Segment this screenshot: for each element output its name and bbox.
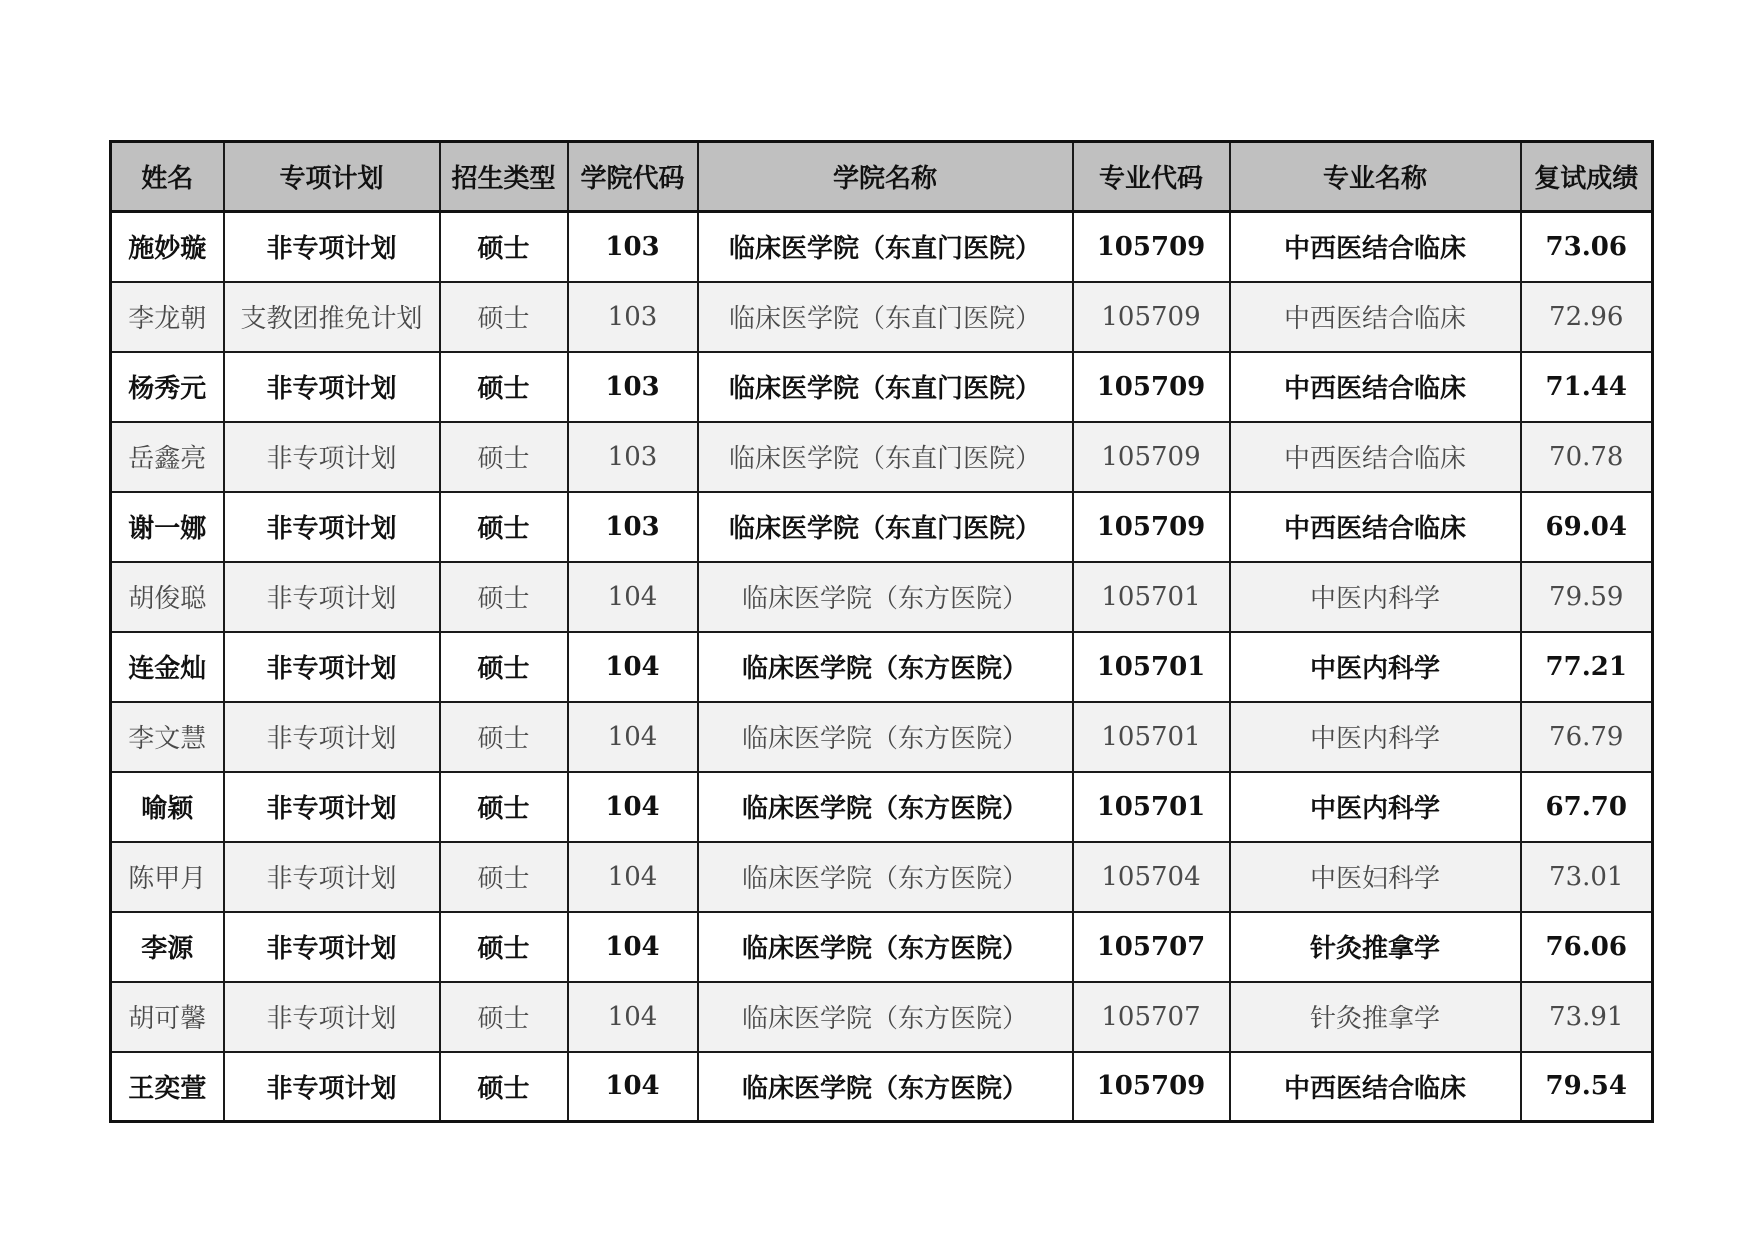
cell-college-name: 临床医学院（东直门医院）: [698, 212, 1073, 282]
cell-college-name: 临床医学院（东方医院）: [698, 1052, 1073, 1122]
cell-college-code: 104: [568, 702, 698, 772]
cell-plan: 非专项计划: [224, 632, 440, 702]
cell-type: 硕士: [440, 212, 568, 282]
cell-major-name: 中医内科学: [1230, 702, 1521, 772]
table-row: [111, 772, 1653, 842]
cell-major-code: 105709: [1073, 422, 1230, 492]
cell-type: 硕士: [440, 492, 568, 562]
cell-name: 陈甲月: [111, 842, 224, 912]
cell-plan: 非专项计划: [224, 352, 440, 422]
cell-college-code: 104: [568, 1052, 698, 1122]
table-row: [111, 982, 1653, 1052]
cell-score: 72.96: [1521, 282, 1653, 352]
cell-type: 硕士: [440, 422, 568, 492]
cell-major-name: 中医内科学: [1230, 562, 1521, 632]
cell-major-name: 中医内科学: [1230, 772, 1521, 842]
cell-major-name: 中医内科学: [1230, 632, 1521, 702]
cell-college-code: 103: [568, 282, 698, 352]
table-row: [111, 212, 1653, 282]
cell-college-code: 104: [568, 982, 698, 1052]
cell-name: 岳鑫亮: [111, 422, 224, 492]
cell-plan: 非专项计划: [224, 562, 440, 632]
cell-score: 76.06: [1521, 912, 1653, 982]
cell-score: 76.79: [1521, 702, 1653, 772]
header-college-code: 学院代码: [568, 142, 698, 212]
cell-college-code: 104: [568, 632, 698, 702]
cell-name: 连金灿: [111, 632, 224, 702]
cell-major-code: 105704: [1073, 842, 1230, 912]
cell-type: 硕士: [440, 772, 568, 842]
cell-score: 79.59: [1521, 562, 1653, 632]
header-major-name: 专业名称: [1230, 142, 1521, 212]
cell-major-code: 105709: [1073, 212, 1230, 282]
table-body: [111, 212, 1653, 1122]
cell-name: 李源: [111, 912, 224, 982]
cell-score: 73.91: [1521, 982, 1653, 1052]
table-row: [111, 912, 1653, 982]
cell-score: 69.04: [1521, 492, 1653, 562]
cell-major-code: 105701: [1073, 772, 1230, 842]
cell-major-code: 105701: [1073, 702, 1230, 772]
cell-plan: 非专项计划: [224, 842, 440, 912]
cell-college-name: 临床医学院（东方医院）: [698, 632, 1073, 702]
cell-type: 硕士: [440, 632, 568, 702]
cell-major-code: 105709: [1073, 352, 1230, 422]
header-name: 姓名: [111, 142, 224, 212]
cell-major-name: 中西医结合临床: [1230, 282, 1521, 352]
cell-college-code: 104: [568, 772, 698, 842]
cell-plan: 非专项计划: [224, 492, 440, 562]
header-college-name: 学院名称: [698, 142, 1073, 212]
cell-college-name: 临床医学院（东直门医院）: [698, 352, 1073, 422]
cell-type: 硕士: [440, 1052, 568, 1122]
cell-major-code: 105701: [1073, 632, 1230, 702]
table-row: [111, 562, 1653, 632]
table-header: [111, 142, 1653, 212]
header-major-code: 专业代码: [1073, 142, 1230, 212]
cell-type: 硕士: [440, 282, 568, 352]
cell-college-code: 104: [568, 562, 698, 632]
cell-major-code: 105701: [1073, 562, 1230, 632]
cell-major-name: 针灸推拿学: [1230, 912, 1521, 982]
cell-name: 杨秀元: [111, 352, 224, 422]
table-row: [111, 702, 1653, 772]
cell-score: 71.44: [1521, 352, 1653, 422]
table-row: [111, 1052, 1653, 1122]
table-row: [111, 422, 1653, 492]
cell-type: 硕士: [440, 912, 568, 982]
cell-major-name: 针灸推拿学: [1230, 982, 1521, 1052]
cell-type: 硕士: [440, 702, 568, 772]
cell-type: 硕士: [440, 982, 568, 1052]
admission-score-table: [109, 140, 1654, 1123]
cell-college-code: 103: [568, 212, 698, 282]
cell-college-code: 103: [568, 352, 698, 422]
cell-college-name: 临床医学院（东直门医院）: [698, 422, 1073, 492]
cell-major-code: 105709: [1073, 282, 1230, 352]
cell-college-name: 临床医学院（东方医院）: [698, 982, 1073, 1052]
cell-college-code: 103: [568, 422, 698, 492]
cell-score: 73.06: [1521, 212, 1653, 282]
cell-plan: 非专项计划: [224, 422, 440, 492]
cell-score: 70.78: [1521, 422, 1653, 492]
cell-type: 硕士: [440, 562, 568, 632]
cell-major-code: 105709: [1073, 1052, 1230, 1122]
cell-college-name: 临床医学院（东方医院）: [698, 772, 1073, 842]
cell-major-code: 105709: [1073, 492, 1230, 562]
cell-name: 施妙璇: [111, 212, 224, 282]
cell-college-name: 临床医学院（东直门医院）: [698, 492, 1073, 562]
cell-college-name: 临床医学院（东直门医院）: [698, 282, 1073, 352]
cell-name: 胡俊聪: [111, 562, 224, 632]
cell-plan: 非专项计划: [224, 1052, 440, 1122]
cell-college-name: 临床医学院（东方医院）: [698, 702, 1073, 772]
header-score: 复试成绩: [1521, 142, 1653, 212]
cell-type: 硕士: [440, 352, 568, 422]
cell-college-code: 104: [568, 912, 698, 982]
cell-major-name: 中西医结合临床: [1230, 422, 1521, 492]
table-row: [111, 352, 1653, 422]
cell-score: 67.70: [1521, 772, 1653, 842]
cell-college-code: 103: [568, 492, 698, 562]
cell-plan: 非专项计划: [224, 982, 440, 1052]
cell-major-name: 中西医结合临床: [1230, 212, 1521, 282]
cell-college-name: 临床医学院（东方医院）: [698, 842, 1073, 912]
cell-name: 李文慧: [111, 702, 224, 772]
cell-name: 喻颖: [111, 772, 224, 842]
cell-plan: 非专项计划: [224, 912, 440, 982]
table-row: [111, 282, 1653, 352]
cell-name: 胡可馨: [111, 982, 224, 1052]
cell-plan: 非专项计划: [224, 772, 440, 842]
cell-plan: 非专项计划: [224, 702, 440, 772]
cell-plan: 支教团推免计划: [224, 282, 440, 352]
table-row: [111, 492, 1653, 562]
cell-name: 李龙朝: [111, 282, 224, 352]
cell-major-name: 中西医结合临床: [1230, 352, 1521, 422]
cell-plan: 非专项计划: [224, 212, 440, 282]
cell-college-name: 临床医学院（东方医院）: [698, 912, 1073, 982]
header-row: [111, 142, 1653, 212]
cell-type: 硕士: [440, 842, 568, 912]
header-plan: 专项计划: [224, 142, 440, 212]
table-row: [111, 842, 1653, 912]
cell-major-name: 中医妇科学: [1230, 842, 1521, 912]
cell-major-code: 105707: [1073, 982, 1230, 1052]
cell-college-name: 临床医学院（东方医院）: [698, 562, 1073, 632]
cell-name: 王奕萱: [111, 1052, 224, 1122]
cell-score: 79.54: [1521, 1052, 1653, 1122]
cell-major-name: 中西医结合临床: [1230, 492, 1521, 562]
cell-score: 77.21: [1521, 632, 1653, 702]
cell-major-code: 105707: [1073, 912, 1230, 982]
table-row: [111, 632, 1653, 702]
cell-name: 谢一娜: [111, 492, 224, 562]
cell-score: 73.01: [1521, 842, 1653, 912]
header-type: 招生类型: [440, 142, 568, 212]
cell-college-code: 104: [568, 842, 698, 912]
cell-major-name: 中西医结合临床: [1230, 1052, 1521, 1122]
